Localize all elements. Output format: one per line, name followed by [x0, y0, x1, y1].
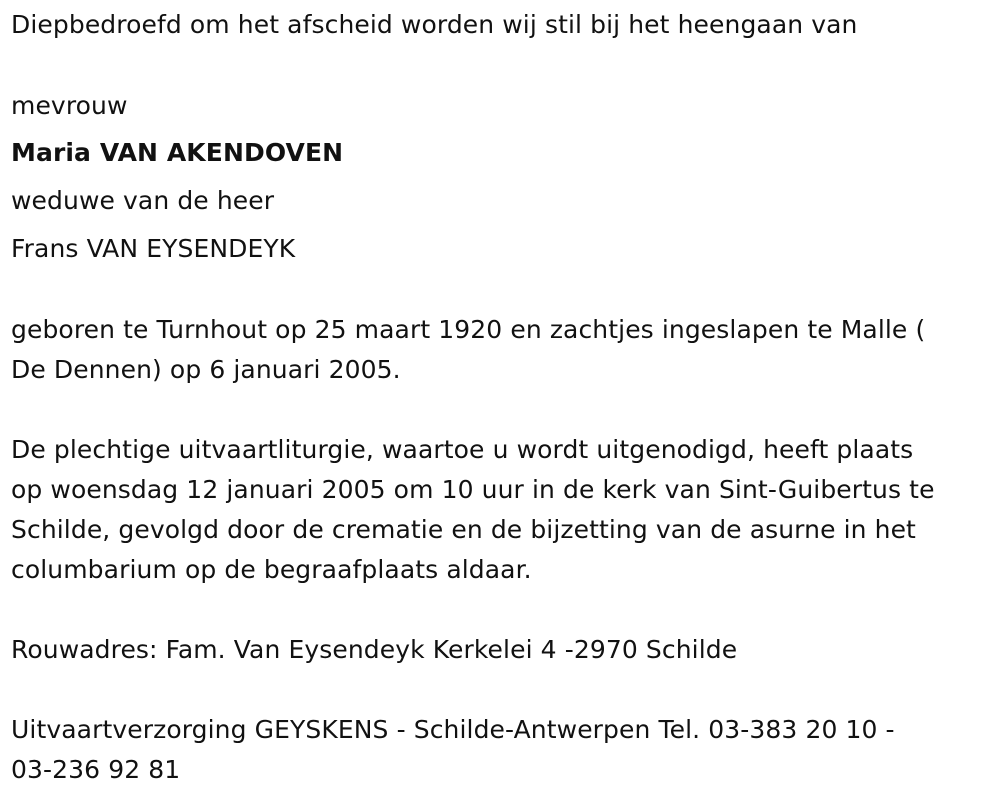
birth-death-line: De Dennen) op 6 januari 2005.	[11, 355, 401, 384]
honorific: mevrouw	[11, 91, 128, 120]
mourning-address: Rouwadres: Fam. Van Eysendeyk Kerkelei 4 -2970 Schilde	[11, 635, 738, 664]
funeral-line: op woensdag 12 januari 2005 om 10 uur in de kerk van Sint-Guibertus te	[11, 475, 935, 504]
spouse-name: Frans VAN EYSENDEYK	[11, 234, 296, 263]
intro-text: Diepbedroefd om het afscheid worden wij stil bij het heengaan van	[11, 10, 858, 39]
relation-text: weduwe van de heer	[11, 186, 275, 215]
deceased-name: Maria VAN AKENDOVEN	[11, 138, 344, 167]
funeral-line: Schilde, gevolgd door de crematie en de bijzetting van de asurne in het	[11, 515, 916, 544]
undertaker-line: Uitvaartverzorging GEYSKENS - Schilde-Antwerpen Tel. 03-383 20 10 -	[11, 715, 895, 744]
undertaker-line: 03-236 92 81	[11, 755, 181, 784]
funeral-line: columbarium op de begraafplaats aldaar.	[11, 555, 532, 584]
birth-death-line: geboren te Turnhout op 25 maart 1920 en zachtjes ingeslapen te Malle (	[11, 315, 926, 344]
funeral-line: De plechtige uitvaartliturgie, waartoe u wordt uitgenodigd, heeft plaats	[11, 435, 914, 464]
